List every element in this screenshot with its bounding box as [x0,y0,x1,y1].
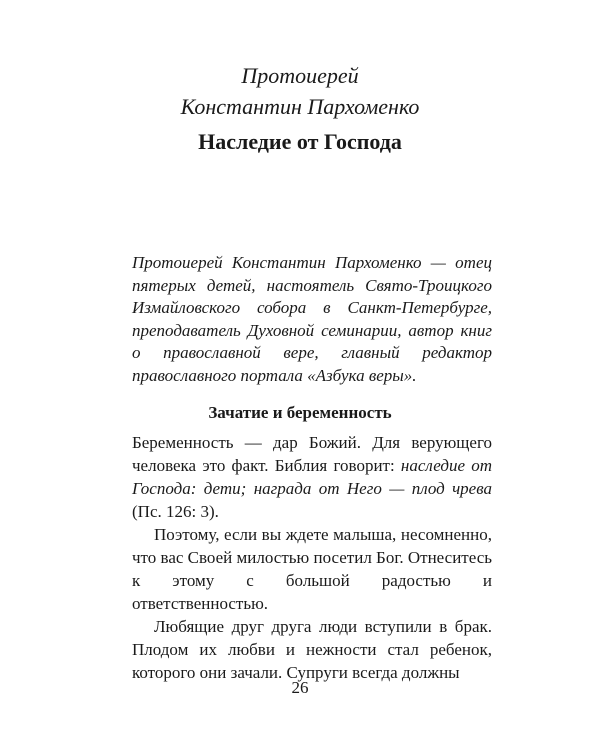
section-heading: Зачатие и беременность [208,403,392,422]
page-number: 26 [291,678,309,697]
author-rank: Протоиерей [241,63,359,88]
paragraph-3: Любящие друг друга люди вступили в брак. Плодом их любви и нежности стал ребенок, которого они зачали. Супруги всегда должны [132,617,492,682]
author-bio [132,252,492,387]
book-title: Наследие от Господа [198,129,402,154]
author-bio-text: Протоиерей Константин Пархоменко — отец пятерых детей, настоятель Свято-Троицкого Измайловского собора в Санкт-Петербурге, преподаватель Духовной семинарии, автор книг о православной вере, главный редактор православного портала «Азбука веры». [132,253,492,385]
bible-quote: наследие от Господа: дети; награда от Него — плод чрева [132,456,493,498]
paragraph-1 [132,431,492,523]
bible-reference: (Пс. 126: 3). [132,502,219,521]
section-body [132,431,492,684]
paragraph-1-text: Беременность — дар Божий. Для верующего человека это факт. Библия говорит: [132,433,492,475]
paragraph-2: Поэтому, если вы ждете малыша, несомненно, что вас Своей милостью посетил Бог. Отнеситесь к этому с большой радостью и ответственностью. [132,525,492,613]
author-name: Константин Пархоменко [180,94,420,119]
